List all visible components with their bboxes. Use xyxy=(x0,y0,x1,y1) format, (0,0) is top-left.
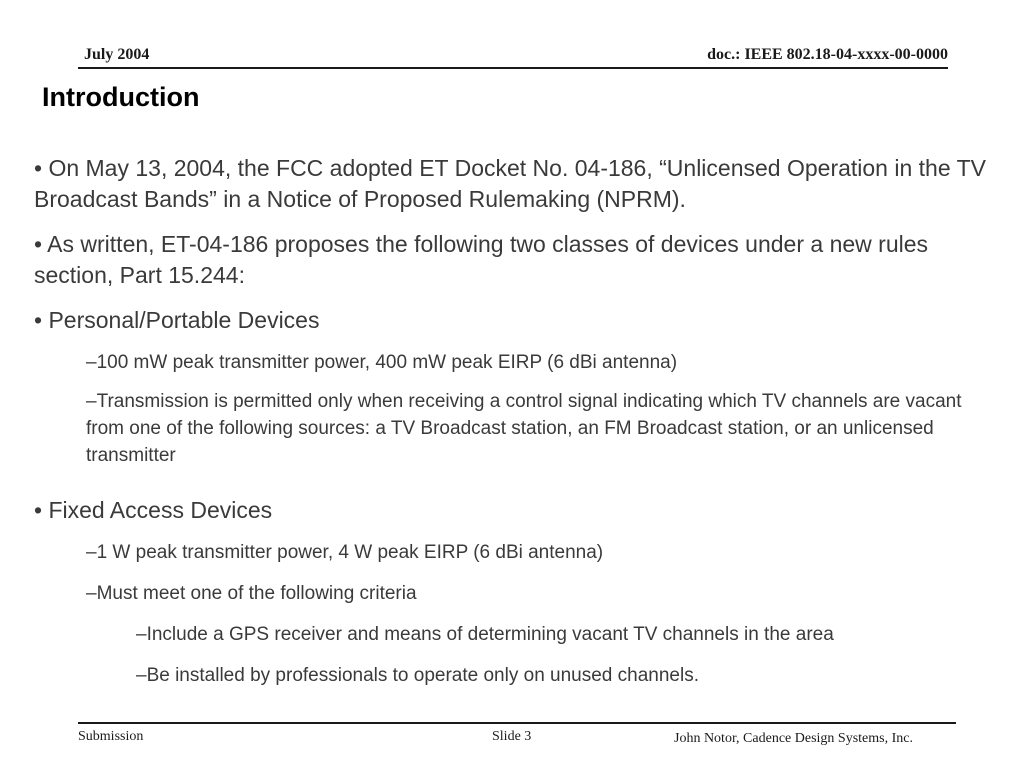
footer-divider xyxy=(78,722,956,724)
sub-bullet-fixed-criteria: –Must meet one of the following criteria xyxy=(86,583,417,604)
footer-slide-number: Slide 3 xyxy=(492,729,532,744)
bullet-fcc-adoption: • On May 13, 2004, the FCC adopted ET Docket No. 04-186, “Unlicensed Operation in the TV Broadcast Bands” in a Notice of Proposed Rulemaking (NPRM). xyxy=(34,155,986,212)
footer-submission: Submission xyxy=(78,729,144,744)
header-doc-id: doc.: IEEE 802.18-04-xxxx-00-0000 xyxy=(707,46,948,63)
sub-bullet-personal-control-signal: –Transmission is permitted only when receiving a control signal indicating which TV channels are vacant from one of the following sources: a TV Broadcast station, an FM Broadcast station, or an unlicensed transmitter xyxy=(86,391,962,466)
bullet-device-classes: • As written, ET-04-186 proposes the following two classes of devices under a new rules section, Part 15.244: xyxy=(34,231,929,288)
header-date: July 2004 xyxy=(84,46,150,63)
sub-sub-bullet-professional-install: –Be installed by professionals to operate only on unused channels. xyxy=(136,665,699,686)
bullet-personal-portable: • Personal/Portable Devices xyxy=(34,307,320,333)
bullet-fixed-access: • Fixed Access Devices xyxy=(34,497,273,523)
sub-bullet-personal-power: –100 mW peak transmitter power, 400 mW peak EIRP (6 dBi antenna) xyxy=(86,352,678,373)
slide-body xyxy=(34,153,996,689)
footer-author: John Notor, Cadence Design Systems, Inc. xyxy=(674,731,913,746)
sub-sub-bullet-gps: –Include a GPS receiver and means of determining vacant TV channels in the area xyxy=(136,624,834,645)
header-divider xyxy=(78,67,948,69)
slide-title: Introduction xyxy=(42,82,200,112)
sub-bullet-fixed-power: –1 W peak transmitter power, 4 W peak EIRP (6 dBi antenna) xyxy=(86,542,604,563)
